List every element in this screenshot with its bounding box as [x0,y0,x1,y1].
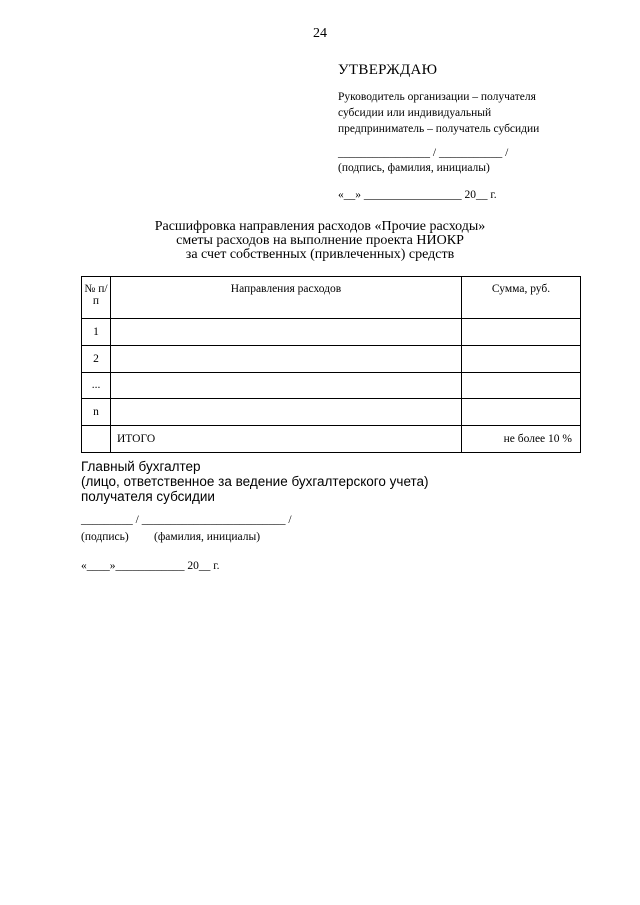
page-number: 24 [313,26,327,41]
row-num: ... [82,372,111,399]
header-direction: Направления расходов [111,277,462,319]
total-sum: не более 10 % [462,426,581,453]
row-num: n [82,399,111,426]
accountant-date-line: «____»____________ 20__ г. [81,560,220,572]
approver-role-line: Руководитель организации – получателя [338,91,536,103]
title-line-1: Расшифровка направления расходов «Прочие расходы» [154,219,486,234]
row-direction [111,372,462,399]
row-direction [111,345,462,372]
title-line-2: сметы расходов на выполнение проекта НИОКР [176,233,464,248]
table-row [82,372,581,399]
total-label: ИТОГО [111,426,462,453]
document-title [0,220,640,262]
row-direction [111,319,462,346]
accountant-title: Главный бухгалтер [81,459,201,474]
header-num: № п/п [82,277,111,319]
approver-role-line: субсидии или индивидуальный [338,107,492,119]
total-num [82,426,111,453]
table-header-row [82,277,581,319]
table-row [82,345,581,372]
accountant-name-caption: (фамилия, инициалы) [154,531,261,543]
table-row [82,399,581,426]
accountant-recipient: получателя субсидии [81,489,215,504]
accountant-responsibility: (лицо, ответственное за ведение бухгалтерского учета) [81,474,429,489]
row-sum [462,345,581,372]
approval-heading: УТВЕРЖДАЮ [338,62,438,78]
approver-signature-line: ________________ / ___________ / [338,147,509,159]
row-num: 1 [82,319,111,346]
accountant-signature-line: _________ / _________________________ / [81,514,292,526]
row-sum [462,399,581,426]
accountant-signature-caption: (подпись) [81,531,129,543]
approval-date-line: «__» _________________ 20__ г. [338,189,497,201]
approver-role [338,89,578,137]
row-direction [111,399,462,426]
expenses-table [81,276,581,453]
row-sum [462,372,581,399]
table-total-row [82,426,581,453]
approver-role-line: предприниматель – получатель субсидии [338,123,540,135]
row-sum [462,319,581,346]
approver-signature-caption: (подпись, фамилия, инициалы) [338,162,490,174]
table-row [82,319,581,346]
title-line-3: за счет собственных (привлеченных) средств [185,247,455,262]
row-num: 2 [82,345,111,372]
header-sum: Сумма, руб. [462,277,581,319]
chief-accountant-block [81,459,429,504]
